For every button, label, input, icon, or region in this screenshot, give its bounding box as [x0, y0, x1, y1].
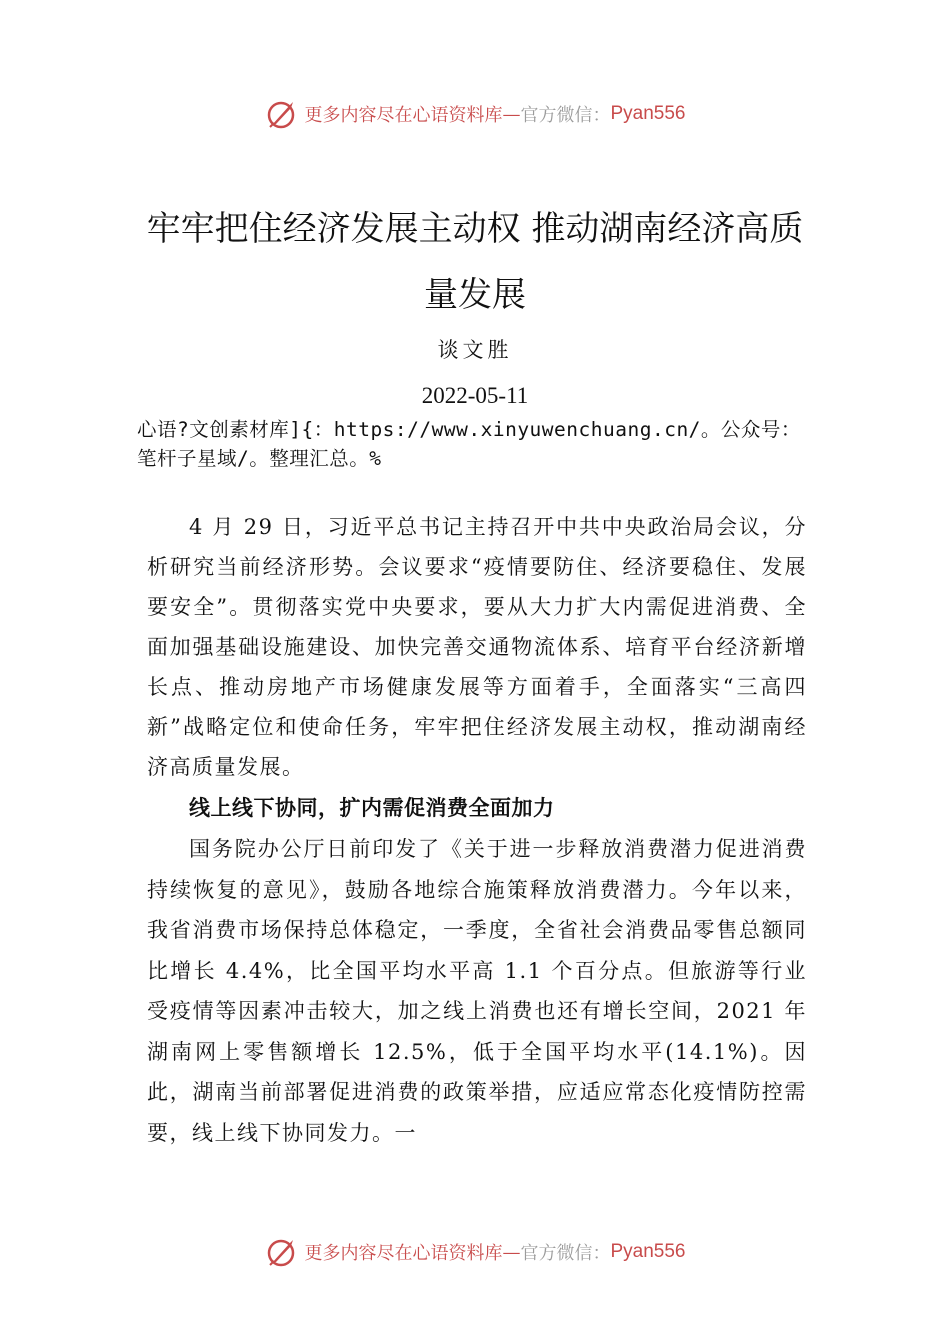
watermark-wechat-id: Pyan556: [610, 1241, 686, 1262]
watermark-dash: —: [502, 103, 521, 125]
article-author: 谈文胜: [437, 338, 513, 362]
article-body: [147, 507, 807, 1153]
watermark-text: 更多内容尽在心语资料库: [304, 105, 503, 126]
watermark-banner-top: [0, 92, 950, 136]
article-title: 牢牢把住经济发展主动权 推动湖南经济高质量发展: [146, 209, 804, 315]
quill-seal-icon: [264, 97, 298, 131]
paragraph: 4 月 29 日，习近平总书记主持召开中共中央政治局会议，分析研究当前经济形势。会议要求“疫情要防住、经济要稳住、发展要安全”。贯彻落实党中央要求，要从大力扩大内需促进消费、全面加强基础设施建设、加快完善交通物流体系、培育平台经济新增长点、推动房地产市场健康发展等方面着手，全面落实“三高四新”战略定位和使命任务，牢牢把住经济发展主动权，推动湖南经济高质量发展。: [147, 515, 807, 779]
watermark-text: 更多内容尽在心语资料库: [304, 1243, 503, 1264]
watermark-wechat-id: Pyan556: [610, 103, 686, 124]
paragraph: 国务院办公厅日前印发了《关于进一步释放消费潜力促进消费持续恢复的意见》，鼓励各地综合施策释放消费潜力。今年以来，我省消费市场保持总体稳定，一季度，全省社会消费品零售总额同比增长 4.4%，比全国平均水平高 1.1 个百分点。但旅游等行业受疫情等因素冲击较大，加之线上消费也还有增长空间，2021 年湖南网上零售额增长 12.5%，低于全国平均水平(14.1%)。因此，湖南当前部署促进消费的政策举措，应适应常态化疫情防控需要，线上线下协同发力。一: [147, 837, 807, 1145]
source-note: 心语?文创素材库]{：https://www.xinyuwenchuang.cn/。公众号：笔杆子星域/。整理汇总。%: [137, 418, 801, 470]
article-date: 2022-05-11: [421, 383, 529, 408]
quill-seal-icon: [264, 1235, 298, 1269]
watermark-wechat-label: 官方微信：: [520, 1243, 611, 1264]
watermark-wechat-label: 官方微信：: [520, 105, 611, 126]
section-heading: 线上线下协同，扩内需促消费全面加力: [189, 796, 555, 820]
watermark-dash: —: [502, 1241, 521, 1263]
watermark-banner-bottom: [0, 1230, 950, 1274]
